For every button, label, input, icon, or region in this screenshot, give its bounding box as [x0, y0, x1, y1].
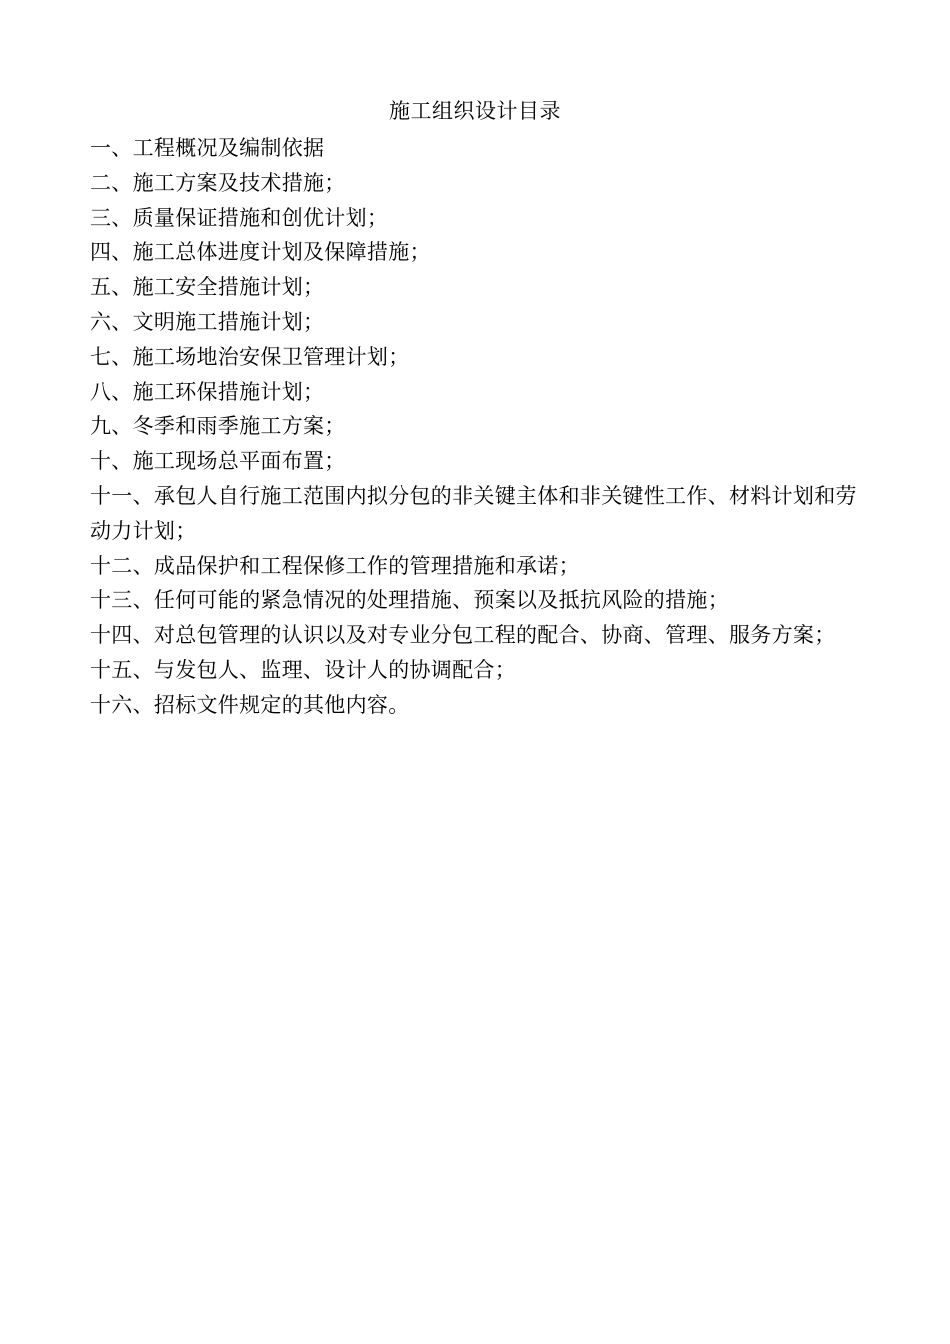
toc-item: 六、文明施工措施计划； — [90, 309, 325, 334]
toc-item: 十三、任何可能的紧急情况的处理措施、预案以及抵抗风险的措施； — [90, 588, 729, 613]
toc-item: 十一、承包人自行施工范围内拟分包的非关键主体和非关键性工作、材料计划和劳动力计划； — [90, 483, 857, 543]
toc-item: 七、施工场地治安保卫管理计划； — [90, 344, 410, 369]
toc-item: 十、施工现场总平面布置； — [90, 449, 346, 474]
toc-item: 五、施工安全措施计划； — [90, 275, 325, 300]
toc-item: 一、工程概况及编制依据 — [90, 136, 325, 160]
table-of-contents — [90, 131, 866, 723]
toc-item: 四、施工总体进度计划及保障措施； — [90, 240, 431, 265]
toc-item: 八、施工环保措施计划； — [90, 379, 325, 404]
toc-item: 二、施工方案及技术措施； — [90, 170, 346, 195]
toc-item: 三、质量保证措施和创优计划； — [90, 205, 389, 230]
toc-item: 十六、招标文件规定的其他内容。 — [90, 692, 410, 717]
toc-item: 十五、与发包人、监理、设计人的协调配合； — [90, 657, 516, 682]
document-title: 施工组织设计目录 — [389, 99, 561, 123]
toc-item: 九、冬季和雨季施工方案； — [90, 414, 346, 439]
toc-item: 十二、成品保护和工程保修工作的管理措施和承诺； — [90, 553, 580, 578]
toc-item: 十四、对总包管理的认识以及对专业分包工程的配合、协商、管理、服务方案； — [90, 623, 836, 648]
